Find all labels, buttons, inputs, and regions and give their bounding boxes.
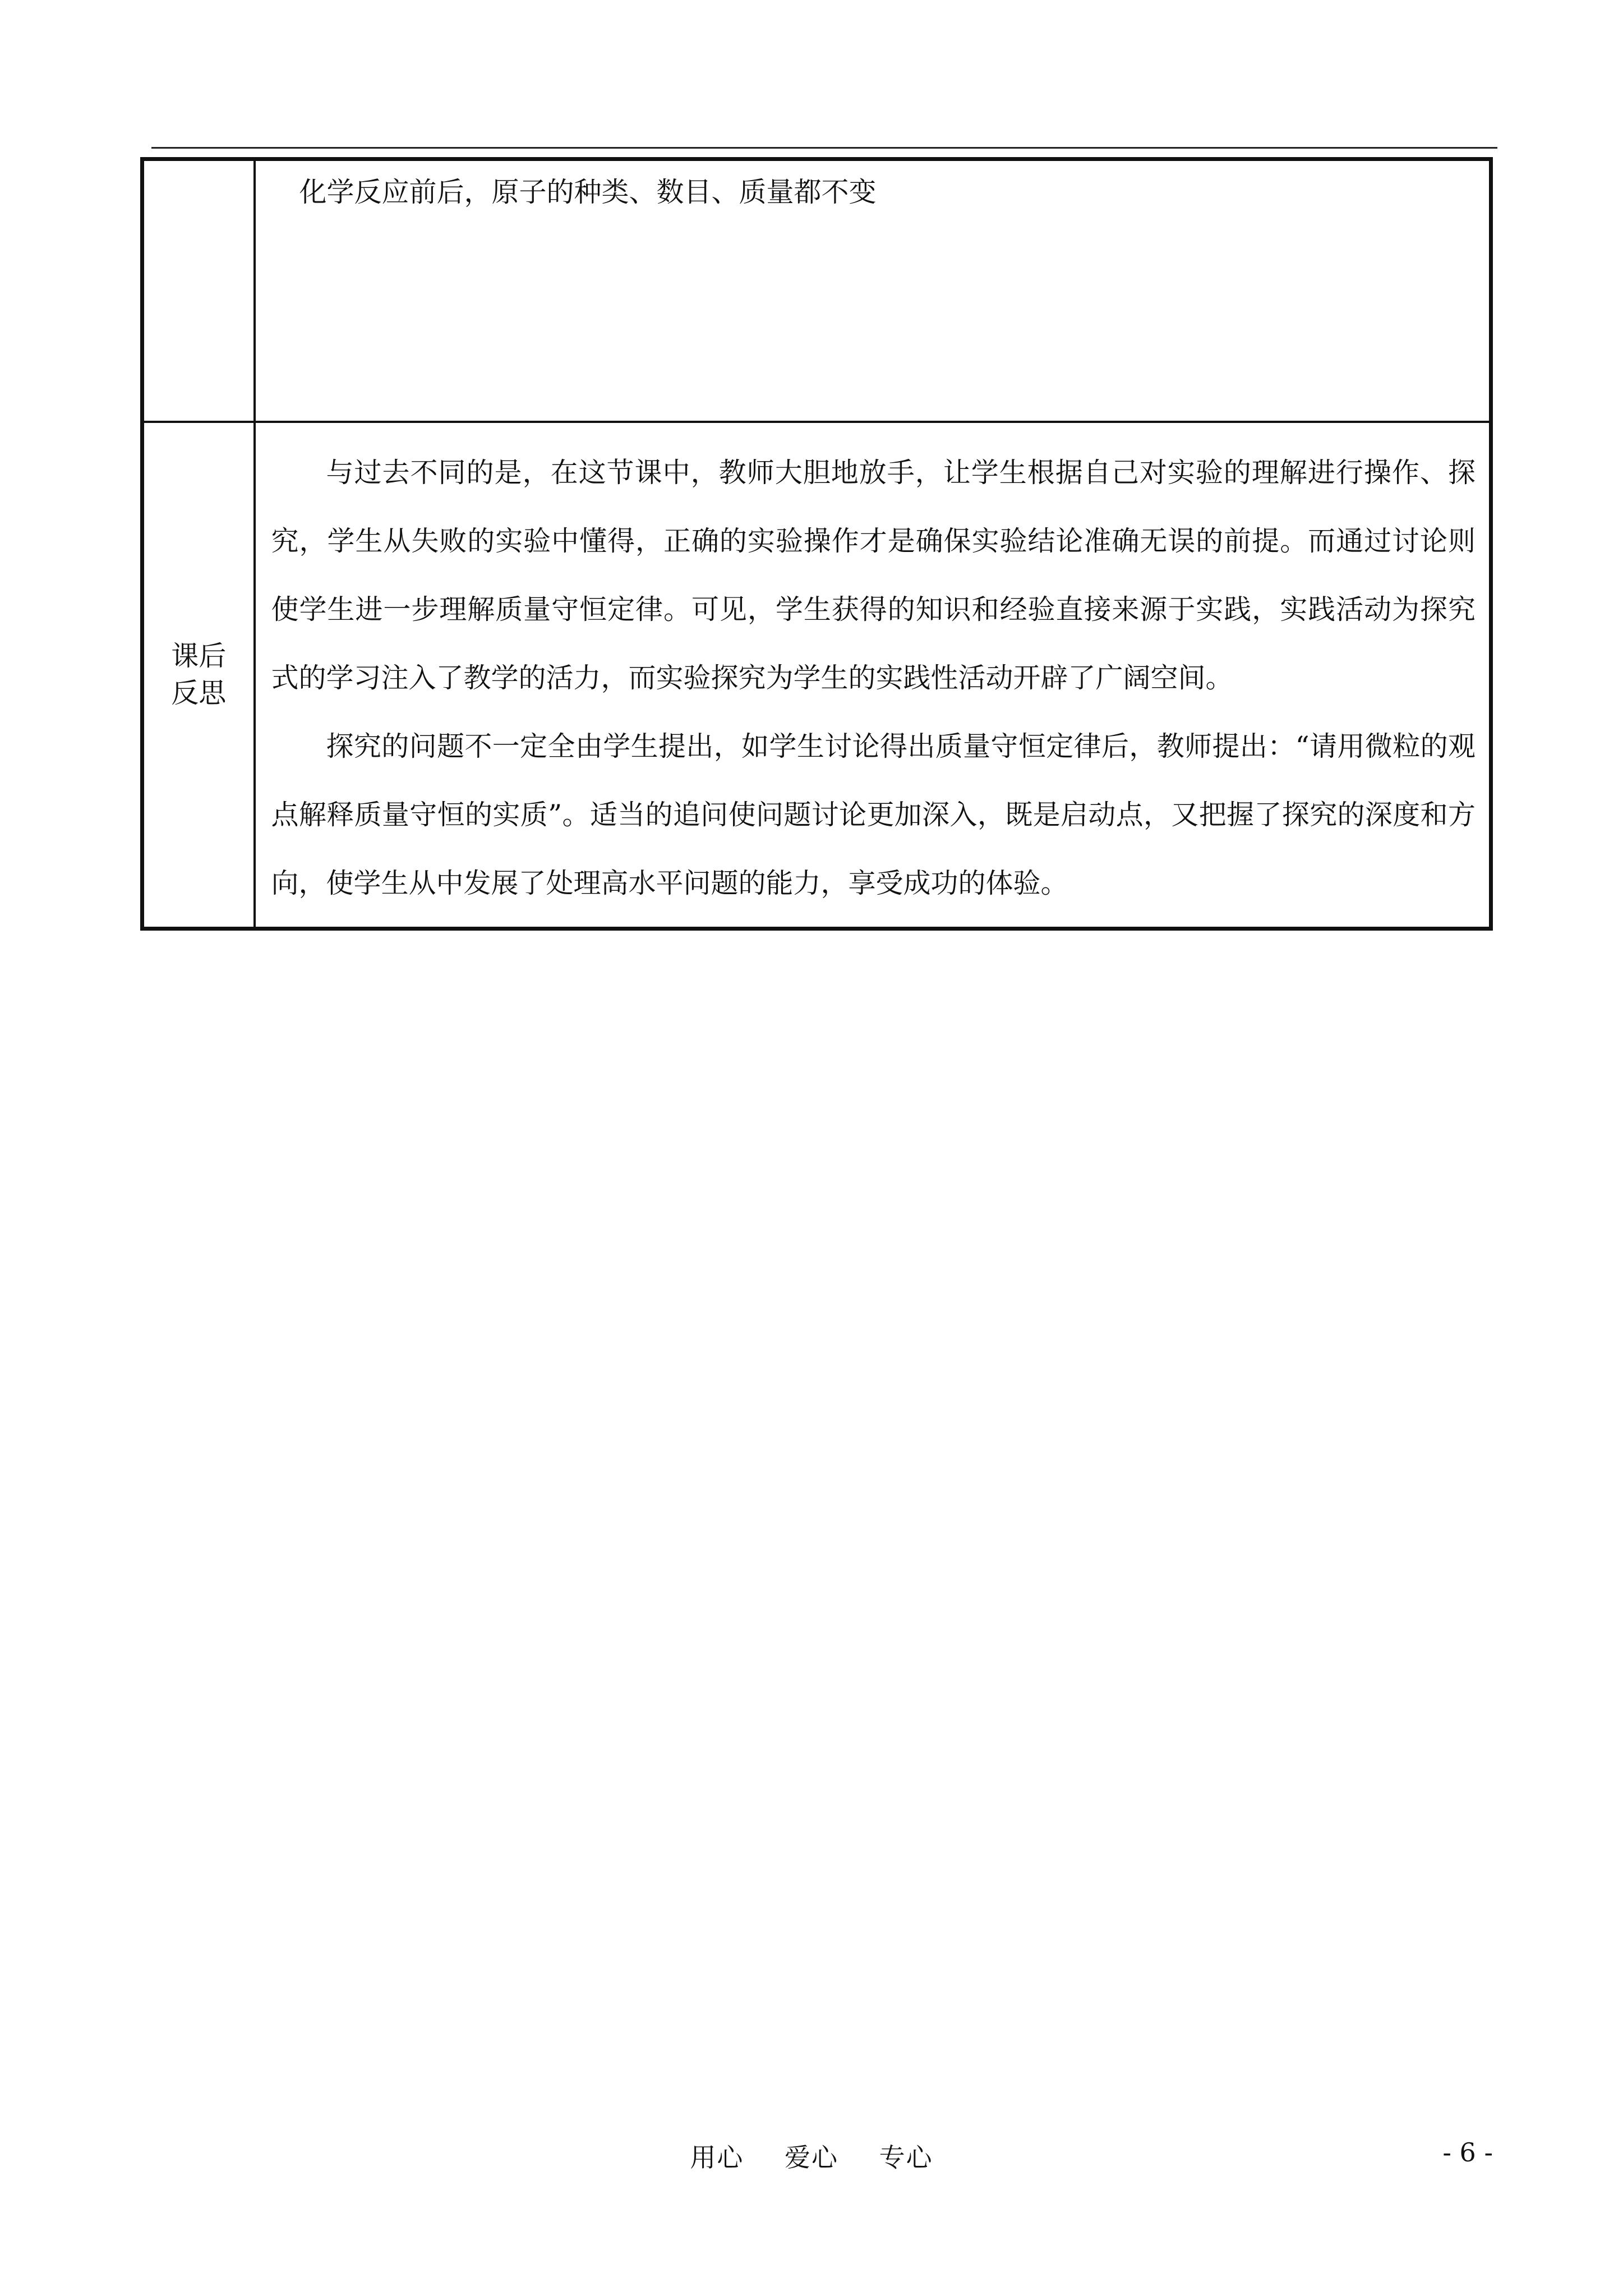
table-row-reflection xyxy=(142,422,1491,929)
header-rule xyxy=(151,147,1497,149)
reflection-label-cell xyxy=(142,422,255,929)
summary-content-cell xyxy=(255,159,1491,422)
footer-motto xyxy=(0,2137,1623,2174)
lesson-plan-table xyxy=(140,157,1493,931)
reflection-paragraph-2: 探究的问题不一定全由学生提出，如学生讨论得出质量守恒定律后，教师提出：“请用微粒的观点解释质量守恒的实质”。适当的追问使问题讨论更加深入，既是启动点，又把握了探究的深度和方向，使学生从中发展了处理高水平问题的能力，享受成功的体验。 xyxy=(271,730,1476,899)
table-row-summary xyxy=(142,159,1491,422)
footer-motto-2: 爱心 xyxy=(785,2142,838,2173)
summary-label-cell xyxy=(142,159,255,422)
reflection-label-line-1: 课后 xyxy=(171,639,227,672)
reflection-label-line-2: 反思 xyxy=(171,677,227,709)
footer-motto-3: 专心 xyxy=(879,2142,933,2173)
summary-text: 化学反应前后，原子的种类、数目、质量都不变 xyxy=(299,176,877,208)
reflection-content-cell xyxy=(255,422,1491,929)
footer-motto-1: 用心 xyxy=(690,2142,744,2173)
reflection-paragraph-1: 与过去不同的是，在这节课中，教师大胆地放手，让学生根据自己对实验的理解进行操作、探究，学生从失败的实验中懂得，正确的实验操作才是确保实验结论准确无误的前提。而通过讨论则使学生进一步理解质量守恒定律。可见，学生获得的知识和经验直接来源于实践，实践活动为探究式的学习注入了教学的活力，而实验探究为学生的实践性活动开辟了广阔空间。 xyxy=(271,457,1476,694)
page-number: - 6 - xyxy=(1442,2137,1493,2168)
